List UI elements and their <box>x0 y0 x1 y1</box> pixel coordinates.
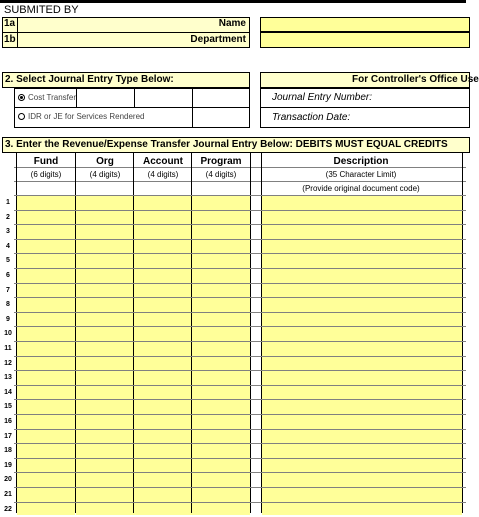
program-header: Program <box>200 156 242 167</box>
row-number: 4 <box>6 243 10 250</box>
row-number: 15 <box>4 403 12 410</box>
account-header: Account <box>143 156 183 167</box>
row-number: 17 <box>4 433 12 440</box>
org-column[interactable] <box>76 195 134 515</box>
fund-hint: (6 digits) <box>30 170 62 179</box>
row-divider <box>14 283 466 284</box>
row-divider <box>14 429 466 430</box>
row-divider <box>14 502 466 503</box>
row-number: 11 <box>4 345 12 352</box>
divider <box>134 88 135 107</box>
row-divider <box>14 239 466 240</box>
row-divider <box>14 414 466 415</box>
row-number: 18 <box>4 447 12 454</box>
row-number: 2 <box>6 214 10 221</box>
divider <box>191 153 192 513</box>
section-3-title: 3. Enter the Revenue/Expense Transfer Journal Entry Below: DEBITS MUST EQUAL CREDITS <box>5 139 448 150</box>
divider <box>16 153 17 513</box>
row-1a-label: 1a <box>4 18 16 29</box>
divider <box>261 153 262 513</box>
row-divider <box>14 253 466 254</box>
row-divider <box>14 472 466 473</box>
row-divider <box>14 210 466 211</box>
description-header: Description <box>333 156 389 167</box>
row-divider <box>14 385 466 386</box>
row-divider <box>14 487 466 488</box>
row-number: 10 <box>4 330 12 337</box>
submitted-by-label: SUBMITED BY <box>4 4 79 16</box>
description-hint-2: (Provide original document code) <box>302 184 420 193</box>
description-hint: (35 Character Limit) <box>325 170 397 179</box>
divider <box>14 107 250 108</box>
row-number: 6 <box>6 272 10 279</box>
section-2-title: 2. Select Journal Entry Type Below: <box>5 74 174 85</box>
row-divider <box>14 458 466 459</box>
cost-transfer-label: Cost Transfer <box>28 93 77 102</box>
fund-header: Fund <box>33 156 59 167</box>
divider <box>250 153 251 513</box>
row-number: 12 <box>4 360 12 367</box>
description-column[interactable] <box>262 195 462 515</box>
row-divider <box>14 195 466 196</box>
row-divider <box>14 370 466 371</box>
row-number: 7 <box>6 287 10 294</box>
program-column[interactable] <box>192 195 250 515</box>
divider <box>75 153 76 513</box>
row-divider <box>14 297 466 298</box>
org-header: Org <box>96 156 114 167</box>
cost-transfer-radio[interactable] <box>18 94 25 101</box>
org-hint: (4 digits) <box>89 170 121 179</box>
row-number: 21 <box>4 491 12 498</box>
row-divider <box>14 356 466 357</box>
name-label: Name <box>218 18 246 29</box>
divider <box>2 32 250 33</box>
row-number: 14 <box>4 389 12 396</box>
row-number: 5 <box>6 257 10 264</box>
account-hint: (4 digits) <box>147 170 179 179</box>
row-number: 22 <box>4 506 12 513</box>
row-number: 19 <box>4 462 12 469</box>
transaction-date-label: Transaction Date: <box>272 112 351 123</box>
row-number: 16 <box>4 418 12 425</box>
divider <box>76 88 77 107</box>
top-border <box>0 0 466 3</box>
idr-label: IDR or JE for Services Rendered <box>28 112 145 121</box>
row-number: 20 <box>4 476 12 483</box>
fund-column[interactable] <box>17 195 75 515</box>
row-number: 9 <box>6 316 10 323</box>
divider <box>192 88 193 128</box>
row-number: 13 <box>4 374 12 381</box>
row-divider <box>14 312 466 313</box>
row-divider <box>14 326 466 327</box>
row-1b-label: 1b <box>4 34 16 45</box>
department-field[interactable] <box>260 32 470 48</box>
row-divider <box>14 341 466 342</box>
row-divider <box>14 443 466 444</box>
divider <box>260 107 470 108</box>
name-field[interactable] <box>260 17 470 32</box>
divider <box>14 181 466 182</box>
row-divider <box>14 399 466 400</box>
divider <box>14 167 466 168</box>
row-number: 8 <box>6 301 10 308</box>
idr-radio[interactable] <box>18 113 25 120</box>
row-divider <box>14 224 466 225</box>
divider <box>133 153 134 513</box>
row-number: 1 <box>6 199 10 206</box>
journal-entry-number-label: Journal Entry Number: <box>272 92 373 103</box>
program-hint: (4 digits) <box>205 170 237 179</box>
row-divider <box>14 268 466 269</box>
divider <box>462 153 463 513</box>
department-label: Department <box>190 34 246 45</box>
divider <box>17 17 18 48</box>
account-column[interactable] <box>134 195 192 515</box>
controller-title: For Controller's Office Use <box>352 74 479 85</box>
row-number: 3 <box>6 228 10 235</box>
